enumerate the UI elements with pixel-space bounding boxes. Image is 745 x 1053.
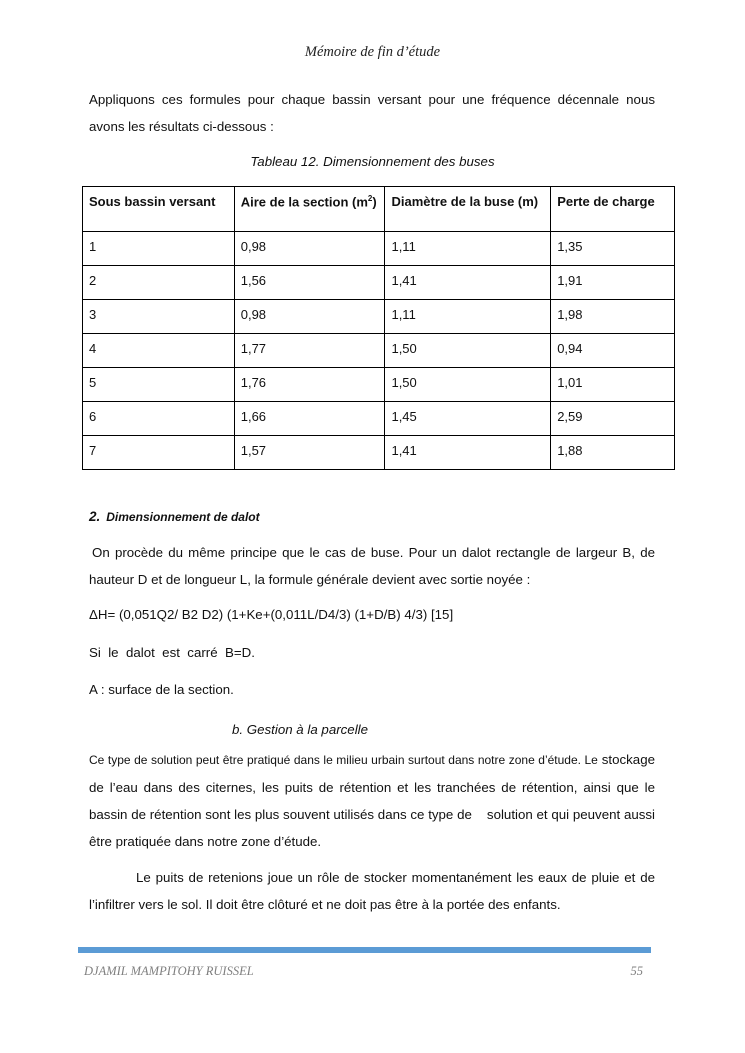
section-title: Dimensionnement de dalot — [106, 510, 260, 524]
section-number: 2. — [89, 509, 101, 524]
table-row — [83, 232, 675, 266]
cell-perte: 1,35 — [551, 232, 675, 266]
parcelle-first-line: Ce type de solution peut être pratiqué dans le milieu urbain surtout dans notre zone d’étude. Le — [89, 753, 598, 767]
cell-aire: 1,66 — [234, 402, 385, 436]
dalot-paragraph: On procède du même principe que le cas de buse. Pour un dalot rectangle de largeur B, de hauteur D et de longueur L, la formule générale devient avec sortie noyée : — [89, 545, 655, 587]
header-sous-bassin: Sous bassin versant — [83, 187, 235, 232]
cell-perte: 1,88 — [551, 436, 675, 470]
table-caption: Tableau 12. Dimensionnement des buses — [250, 154, 495, 169]
cell-aire: 1,56 — [234, 266, 385, 300]
intro-paragraph: Appliquons ces formules pour chaque bassin versant pour une fréquence décennale nous avons les résultats ci-dessous : — [89, 92, 655, 134]
cell-aire: 0,98 — [234, 232, 385, 266]
cell-perte: 0,94 — [551, 334, 675, 368]
cell-diametre: 1,41 — [385, 436, 551, 470]
parcelle-rest: stockage de l’eau dans des citernes, les puits de rétention et les tranchées de rétention, ainsi que le bassin de rétention sont les plus souvent utilisés dans ce type de solution et qui peuvent aussi être pratiquée dans notre zone d’étude. — [89, 752, 659, 849]
cell-aire: 0,98 — [234, 300, 385, 334]
table-row — [83, 436, 675, 470]
header-diametre: Diamètre de la buse (m) — [385, 187, 551, 232]
dalot-square-note: Si le dalot est carré B=D. — [89, 645, 255, 660]
page-header-title: Mémoire de fin d’étude — [304, 44, 441, 60]
cell-perte: 1,91 — [551, 266, 675, 300]
cell-aire: 1,76 — [234, 368, 385, 402]
table-row — [83, 334, 675, 368]
subsection-heading-parcelle: b. Gestion à la parcelle — [232, 722, 369, 737]
cell-diametre: 1,50 — [385, 334, 551, 368]
table-row — [83, 300, 675, 334]
cell-sous-bassin: 5 — [83, 368, 235, 402]
cell-diametre: 1,11 — [385, 232, 551, 266]
cell-perte: 2,59 — [551, 402, 675, 436]
cell-sous-bassin: 2 — [83, 266, 235, 300]
puits-paragraph: Le puits de retenions joue un rôle de stocker momentanément les eaux de pluie et de l’infiltrer vers le sol. Il doit être clôturé et ne doit pas être à la portée des enfants. — [89, 870, 655, 912]
section-heading-dalot — [89, 509, 260, 524]
cell-sous-bassin: 4 — [83, 334, 235, 368]
cell-diametre: 1,41 — [385, 266, 551, 300]
table-header-row — [83, 187, 675, 232]
page-number: 55 — [630, 964, 643, 978]
footer-author: DJAMIL MAMPITOHY RUISSEL — [84, 964, 254, 978]
cell-sous-bassin: 6 — [83, 402, 235, 436]
cell-aire: 1,77 — [234, 334, 385, 368]
dalot-formula: ΔH= (0,051Q2/ B2 D2) (1+Ke+(0,011L/D4/3) (1+D/B) 4/3) [15] — [89, 607, 454, 622]
cell-diametre: 1,45 — [385, 402, 551, 436]
table-row — [83, 368, 675, 402]
footer-divider — [78, 947, 651, 953]
cell-diametre: 1,11 — [385, 300, 551, 334]
table-row — [83, 402, 675, 436]
cell-sous-bassin: 7 — [83, 436, 235, 470]
header-aire-section: Aire de la section $(m^2)$ — [234, 187, 385, 232]
surface-definition: A : surface de la section. — [89, 682, 234, 697]
cell-sous-bassin: 3 — [83, 300, 235, 334]
cell-diametre: 1,50 — [385, 368, 551, 402]
cell-sous-bassin: 1 — [83, 232, 235, 266]
cell-perte: 1,98 — [551, 300, 675, 334]
parcelle-paragraph — [89, 746, 659, 855]
buses-table — [82, 186, 675, 470]
table-row — [83, 266, 675, 300]
header-perte-charge: Perte de charge — [551, 187, 675, 232]
cell-perte: 1,01 — [551, 368, 675, 402]
cell-aire: 1,57 — [234, 436, 385, 470]
